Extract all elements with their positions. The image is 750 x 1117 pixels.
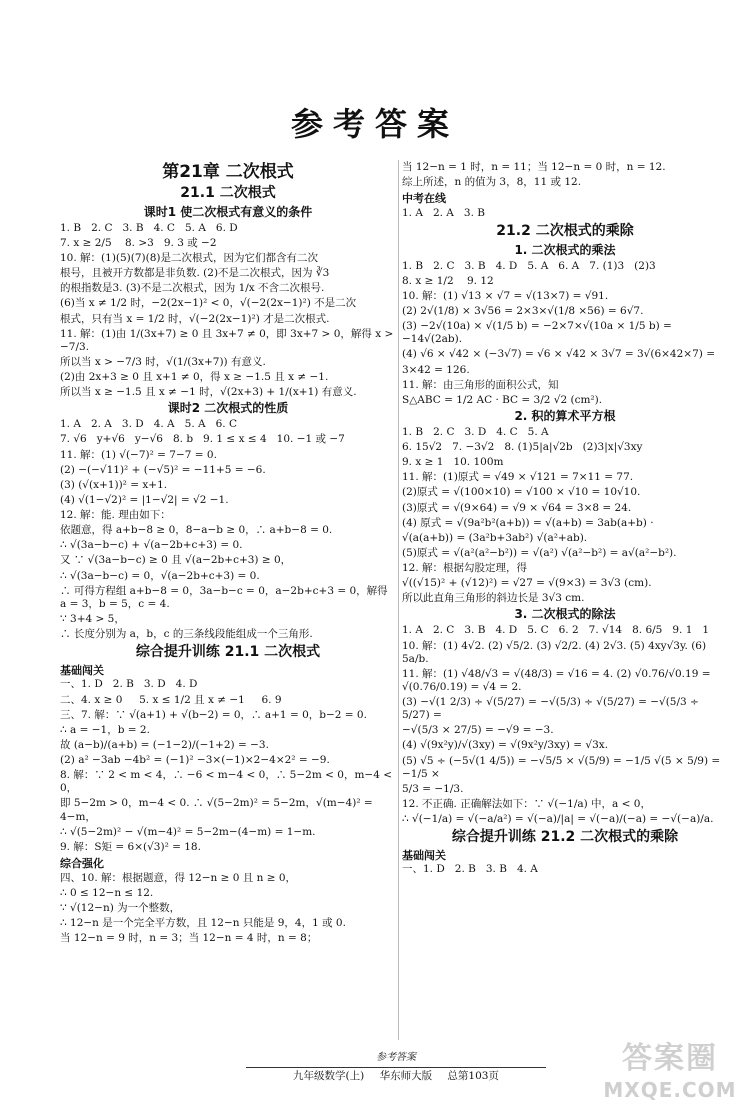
answer-line: 11. 解：(1)原式 = √49 × √121 = 7×11 = 77. xyxy=(402,471,634,484)
answer-line: √((√15)² + (√12)²) = √27 = √(9×3) = 3√3 (cm). xyxy=(402,577,652,590)
answer-line: 的根指数是3. (3)不是二次根式，因为 1/x 不含二次根号. xyxy=(60,282,325,295)
answer-line: 故 (a−b)/(a+b) = (−1−2)/(−1+2) = −3. xyxy=(60,738,269,751)
answer-line: 又 ∵ √(3a−b−c) ≥ 0 且 √(a−2b+c+3) ≥ 0， xyxy=(60,554,292,567)
answer-line: ∴ √(3a−b−c) + √(a−2b+c+3) = 0. xyxy=(60,539,243,552)
answer-line: ∴ 长度分别为 a，b，c 的三条线段能组成一个三角形. xyxy=(60,628,313,640)
answer-line: 1. B 2. C 3. B 4. C 5. A 6. D xyxy=(60,221,238,234)
answer-line: 10. 解：(1) 4√2. (2) √5/2. (3) √2/2. (4) 2√3. (5) 4xy√3y. (6) 5a/b. xyxy=(402,639,710,665)
answer-line: ∴ 0 ≤ 12−n ≤ 12. xyxy=(60,886,154,899)
basic-label: 基础闯关 xyxy=(402,848,446,862)
answer-line: (4) √(9x²y)/√(3xy) = √(9x²y/3xy) = √3x. xyxy=(402,739,609,752)
answer-line: 综上所述，n 的值为 3，8，11 或 12. xyxy=(402,176,582,189)
answer-line: 11. 解：(1) √48/√3 = √(48/3) = √16 = 4. (2) √0.76/√0.19 = √(0.76/0.19) = √4 = 2. xyxy=(402,667,714,693)
answer-line: 12. 解：能. 理由如下： xyxy=(60,509,171,521)
answer-line: 当 12−n = 1 时，n = 11；当 12−n = 0 时，n = 12. xyxy=(402,161,666,173)
page-title: 参考答案 xyxy=(290,105,459,143)
answer-line: 8. 解：∵ 2 < m < 4，∴ −6 < m−4 < 0，∴ 5−2m < 0，m−4 < 0， xyxy=(60,769,396,795)
answer-line: ∴ √(5−2m)² − √(m−4)² = 5−2m−(4−m) = 1−m. xyxy=(60,825,316,838)
answer-line: (2) −(−√11)² + (−√5)² = −11+5 = −6. xyxy=(60,463,266,476)
answer-line: 三、7. 解：∵ √(a+1) + √(b−2) = 0，∴ a+1 = 0，b−2 = 0. xyxy=(60,708,367,721)
chapter-title: 第21章 二次根式 xyxy=(162,162,294,182)
answer-line: ∵ √(12−n) 为一个整数， xyxy=(60,901,181,914)
answer-line: 12. 解：根据勾股定理，得 xyxy=(402,562,528,574)
answer-line: 一、1. D 2. B 3. D 4. D xyxy=(60,678,198,691)
answer-line: √(a(a+b)) = (3a²b+3ab²) √(a²+ab). xyxy=(402,531,588,544)
lesson-2-answers xyxy=(60,417,396,642)
division-answers xyxy=(402,623,728,827)
answer-line: 11. 解：由三角形的面积公式，知 xyxy=(402,378,559,391)
lesson-division-title: 3. 二次根式的除法 xyxy=(514,607,616,622)
lesson-1-title: 课时1 使二次根式有意义的条件 xyxy=(143,204,313,219)
answer-line: 7. √6 y+√6 y−√6 8. b 9. 1 ≤ x ≤ 4 10. −1 或 −7 xyxy=(60,433,345,446)
answer-line: 11. 解：(1)由 1/(3x+7) ≥ 0 且 3x+7 ≠ 0，即 3x+7 > 0，解得 x > −7/3. xyxy=(60,327,397,353)
lesson-2-title: 课时2 二次根式的性质 xyxy=(167,401,289,416)
exam-label: 中考在线 xyxy=(402,192,446,206)
answer-line: (2)原式 = √(100×10) = √100 × √10 = 10√10. xyxy=(402,486,641,499)
answer-line: (3) −2√(10a) × √(1/5 b) = −2×7×√(10a × 1/5 b) = −14√(2ab). xyxy=(402,320,676,346)
answer-line: (3)原式 = √(9×64) = √9 × √64 = 3×8 = 24. xyxy=(402,501,632,514)
product-root-answers xyxy=(402,425,728,607)
answer-line: ∴ √(3a−b−c) = 0，√(a−2b+c+3) = 0. xyxy=(60,569,260,582)
answer-line: 依题意，得 a+b−8 ≥ 0，8−a−b ≥ 0，∴ a+b−8 = 0. xyxy=(60,524,333,537)
watermark-bottom: MXQE.COM xyxy=(603,1077,737,1102)
answer-line: ∴ 可得方程组 a+b−8 = 0，3a−b−c = 0，a−2b+c+3 = 0，解得 a = 3，b = 5，c = 4. xyxy=(60,584,391,610)
answer-line: 根号，且被开方数都是非负数. (2)不是二次根式，因为 ∛3 xyxy=(60,267,330,280)
answer-line: 所以当 x ≥ −1.5 且 x ≠ −1 时，√(2x+3) + 1/(x+1) 有意义. xyxy=(60,386,357,399)
answer-line: (5) √5 ÷ (−5√(1 4/5)) = −√5/5 × √(5/9) = −1/5 √(5 × 5/9) = −1/5 × xyxy=(402,754,724,780)
answer-line: (4) 原式 = √(9a²b²(a+b)) = √(a+b) = 3ab(a+b) · xyxy=(402,516,654,529)
answer-line: 9. x ≥ 1 10. 100m xyxy=(402,456,504,469)
answer-line: 二、4. x ≥ 0 5. x ≤ 1/2 且 x ≠ −1 6. 9 xyxy=(60,693,282,706)
answer-line: 1. B 2. C 3. D 4. C 5. A xyxy=(402,425,549,438)
watermark-logo xyxy=(600,1040,740,1112)
answer-line: 1. B 2. C 3. B 4. D 5. A 6. A 7. (1)3 (2)3 xyxy=(402,259,656,272)
column-divider xyxy=(398,160,399,1040)
answer-line: (2) a² −3ab −4b² = (−1)² −3×(−1)×2−4×2² = −9. xyxy=(60,754,330,766)
answer-line: 3×42 = 126. xyxy=(402,363,470,376)
watermark-top: 答案圈 xyxy=(622,1041,718,1076)
answer-line: (4) √6 × √42 × (−3√7) = √6 × √42 × 3√7 = 3√(6×42×7) = xyxy=(402,348,716,361)
answer-line: 一、1. D 2. B 3. B 4. A xyxy=(402,863,538,876)
footer-rule xyxy=(246,1067,546,1068)
answer-line: ∴ √(−1/a) = √(−a/a²) = √(−a)/|a| = √(−a)/(−a) = −√(−a)/a. xyxy=(402,813,714,825)
answer-line: 所以此直角三角形的斜边长是 3√3 cm. xyxy=(402,592,585,605)
answer-line: 1. A 2. C 3. B 4. D 5. C 6. 2 7. √14 8. 6/5 9. 1 1 xyxy=(402,624,710,637)
answer-line: 5/3 = −1/3. xyxy=(402,782,464,795)
footer-edition: 华东师大版 xyxy=(379,1069,433,1082)
answer-line: 所以当 x > −7/3 时，√(1/(3x+7)) 有意义. xyxy=(60,355,266,368)
answer-line: ∴ 12−n 是一个完全平方数，且 12−n 只能是 9，4，1 或 0. xyxy=(60,917,346,929)
answer-line: (2) 2√(1/8) × 3√56 = 2×3×√(1/8 ×56) = 6√7. xyxy=(402,305,644,317)
training-title-21-2: 综合提升训练 21.2 二次根式的乘除 xyxy=(451,829,679,846)
answer-line: 1. A 2. A 3. D 4. A 5. A 6. C xyxy=(60,418,237,431)
basic-label: 基础闯关 xyxy=(60,663,104,677)
answer-line: (6)当 x ≠ 1/2 时，−2(2x−1)² < 0，√(−2(2x−1)²) 不是二次 xyxy=(60,297,357,310)
answer-line: 9. 解：S矩 = 6×(√3)² = 18. xyxy=(60,840,201,853)
answer-line: 四、10. 解：根据题意，得 12−n ≥ 0 且 n ≥ 0， xyxy=(60,871,297,884)
footer-label: 参考答案 xyxy=(376,1052,416,1063)
answer-line: 12. 不正确. 正确解法如下：∵ √(−1/a) 中，a < 0， xyxy=(402,797,651,810)
multiplication-answers xyxy=(402,259,728,408)
footer-info xyxy=(246,1070,546,1083)
answer-line: 根式，只有当 x = 1/2 时，√(−2(2x−1)²) 才是二次根式. xyxy=(60,312,330,325)
answer-line: 1. A 2. A 3. B xyxy=(402,207,485,219)
answer-line: 6. 15√2 7. −3√2 8. (1)5|a|√2b (2)3|x|√3xy xyxy=(402,441,643,453)
answer-line: 7. x ≥ 2/5 8. >3 9. 3 或 −2 xyxy=(60,236,217,249)
lesson-product-root-title: 2. 积的算术平方根 xyxy=(514,408,616,423)
answer-line: (3) −√(1 2/3) ÷ √(5/27) = −√(5/3) ÷ √(5/27) = −√(5/3 ÷ 5/27) = xyxy=(402,696,703,722)
answer-line: 10. 解：(1)(5)(7)(8)是二次根式，因为它们都含有二次 xyxy=(60,252,319,264)
answer-line: S△ABC = 1/2 AC · BC = 3/2 √2 (cm²). xyxy=(402,393,603,406)
footer-page-number: 总第103页 xyxy=(447,1069,499,1082)
training-title-21-1: 综合提升训练 21.1 二次根式 xyxy=(135,644,321,661)
answer-line: (5)原式 = √(a²(a²−b²)) = √(a²) √(a²−b²) = a√(a²−b²). xyxy=(402,546,677,559)
lesson-1-answers xyxy=(60,221,396,401)
answer-line: (2)由 2x+3 ≥ 0 且 x+1 ≠ 0，得 x ≥ −1.5 且 x ≠ −1. xyxy=(60,371,329,383)
strength-answers xyxy=(60,871,396,947)
basic-answers xyxy=(60,677,396,855)
section-title-21-2: 21.2 二次根式的乘除 xyxy=(496,223,634,240)
footer-grade: 九年级数学(上) xyxy=(293,1069,365,1082)
answer-line: 即 5−2m > 0，m−4 < 0. ∴ √(5−2m)² = 5−2m，√(m−4)² = 4−m， xyxy=(60,797,377,823)
answer-line: 8. x ≥ 1/2 9. 12 xyxy=(402,274,494,287)
section-title-21-1: 21.1 二次根式 xyxy=(180,185,276,202)
answer-line: (4) √(1−√2)² = |1−√2| = √2 −1. xyxy=(60,493,229,506)
answer-line: 10. 解：(1) √13 × √7 = √(13×7) = √91. xyxy=(402,289,609,302)
answer-line: 当 12−n = 9 时，n = 3；当 12−n = 4 时，n = 8； xyxy=(60,932,318,945)
answer-line: 11. 解：(1) √(−7)² = 7−7 = 0. xyxy=(60,448,217,461)
answer-line: ∴ a = −1，b = 2. xyxy=(60,723,150,736)
answer-line: ∵ 3+4 > 5， xyxy=(60,612,125,625)
strength-label: 综合强化 xyxy=(60,856,104,870)
answer-line: −√(5/3 × 27/5) = −√9 = −3. xyxy=(402,724,554,737)
left-column xyxy=(60,160,396,946)
lesson-multiplication-title: 1. 二次根式的乘法 xyxy=(514,242,616,257)
page-footer xyxy=(246,1052,546,1083)
right-column xyxy=(402,160,728,878)
answer-line: (3) (√(x+1))² = x+1. xyxy=(60,478,168,491)
